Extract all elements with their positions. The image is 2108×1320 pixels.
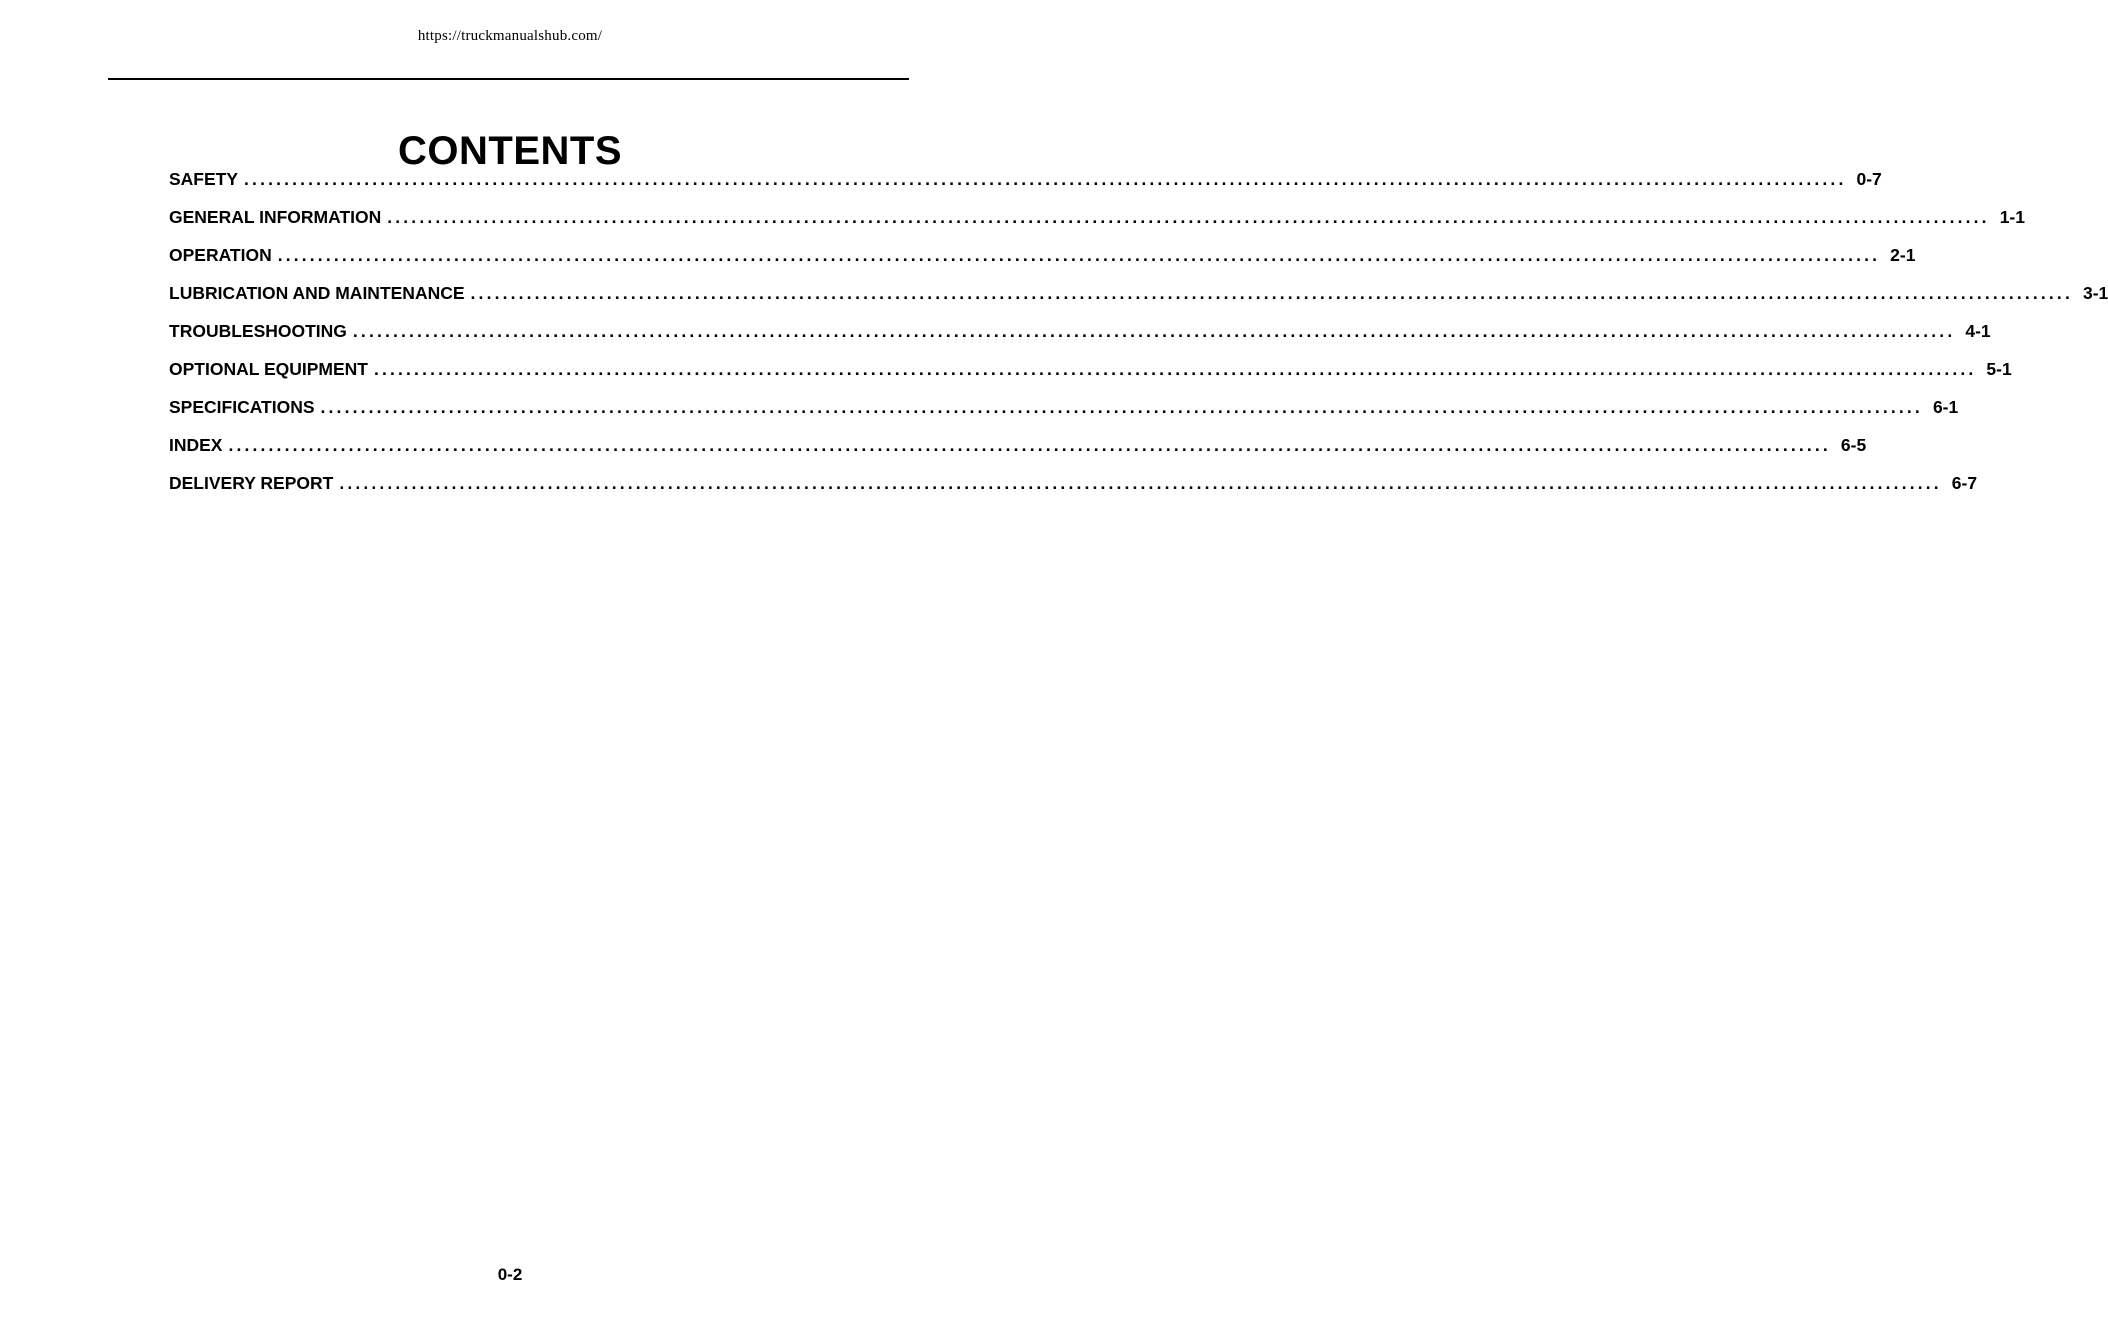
toc-entry-page: 0-7 <box>1856 169 1882 189</box>
toc-entry-label: OPERATION <box>169 245 272 265</box>
header-divider <box>108 78 909 80</box>
toc-entry-optional-equipment[interactable] <box>169 357 2012 395</box>
toc-entry-index[interactable] <box>169 433 1867 471</box>
toc-leader-dots: ........................................................................................................................................................................................................ <box>352 321 1956 341</box>
toc-entry-page: 4-1 <box>1965 321 1991 341</box>
toc-entry-label: OPTIONAL EQUIPMENT <box>169 359 368 379</box>
toc-entry-delivery-report[interactable] <box>169 471 1978 509</box>
toc-entry-label: INDEX <box>169 435 223 455</box>
toc-entry-page: 1-1 <box>1999 207 2025 227</box>
page-title: CONTENTS <box>398 128 622 173</box>
page-number: 0-2 <box>497 1265 523 1284</box>
toc-leader-dots: ........................................................................................................................................................................................................ <box>339 473 1942 493</box>
toc-leader-dots: ........................................................................................................................................................................................................ <box>244 169 1847 189</box>
toc-leader-dots: ........................................................................................................................................................................................................ <box>470 283 2073 303</box>
toc-leader-dots: ........................................................................................................................................................................................................ <box>277 245 1881 265</box>
toc-entry-troubleshooting[interactable] <box>169 319 1991 357</box>
toc-entry-page: 3-1 <box>2082 283 2108 303</box>
toc-entry-label: SAFETY <box>169 169 239 189</box>
toc-entry-specifications[interactable] <box>169 395 1959 433</box>
toc-leader-dots: ........................................................................................................................................................................................................ <box>387 207 1990 227</box>
toc-entry-page: 6-7 <box>1951 473 1978 493</box>
toc-entry-general-information[interactable] <box>169 205 2025 243</box>
header-url[interactable]: https://truckmanualshub.com/ <box>417 28 603 44</box>
toc-entry-page: 6-1 <box>1932 397 1959 417</box>
toc-entry-page: 5-1 <box>1986 359 2012 379</box>
toc-entry-label: DELIVERY REPORT <box>169 473 334 493</box>
toc-entry-safety[interactable] <box>169 167 1882 205</box>
toc-entry-operation[interactable] <box>169 243 1916 281</box>
table-of-contents <box>169 167 2108 509</box>
toc-entry-page: 6-5 <box>1840 435 1867 455</box>
toc-leader-dots: ........................................................................................................................................................................................................ <box>374 359 1977 379</box>
toc-entry-label: SPECIFICATIONS <box>169 397 315 417</box>
toc-entry-lubrication-and-maintenance[interactable] <box>169 281 2108 319</box>
toc-leader-dots: ........................................................................................................................................................................................................ <box>228 435 1831 455</box>
toc-entry-label: GENERAL INFORMATION <box>169 207 382 227</box>
toc-entry-label: LUBRICATION AND MAINTENANCE <box>169 283 465 303</box>
toc-entry-label: TROUBLESHOOTING <box>169 321 347 341</box>
toc-leader-dots: ........................................................................................................................................................................................................ <box>320 397 1923 417</box>
toc-entry-page: 2-1 <box>1890 245 1916 265</box>
